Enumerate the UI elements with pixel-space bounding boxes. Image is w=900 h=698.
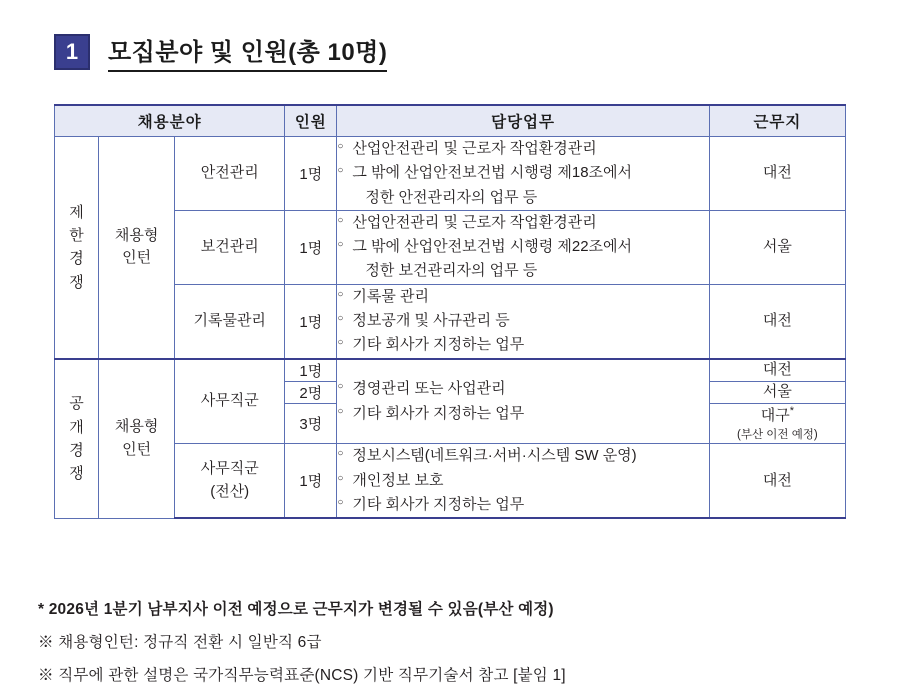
col-header-duty: 담당업무 [337, 105, 709, 137]
footnote-3: ※ 직무에 관한 설명은 국가직무능력표준(NCS) 기반 직무기술서 참고 [붙임 1] [38, 667, 566, 685]
field-office-it: 사무직군 (전산) [175, 444, 285, 518]
duty-health: ○ 산업안전관리 및 근로자 작업환경관리 ○ 그 밖에 산업안전보건법 시행령 제22조에서 정한 보건관리자의 업무 등 [337, 210, 709, 284]
group-label-open: 공 개 경 쟁 [55, 359, 99, 519]
section-heading [54, 32, 387, 72]
recruitment-table-wrap [54, 104, 846, 519]
duty-safety: ○ 산업안전관리 및 근로자 작업환경관리 ○ 그 밖에 산업안전보건법 시행령 제18조에서 정한 안전관리자의 업무 등 [337, 137, 709, 211]
location-office-3: 대구* (부산 이전 예정) [709, 403, 845, 444]
footnote-1: * 2026년 1분기 남부지사 이전 예정으로 근무지가 변경될 수 있음(부산 예정) [38, 601, 554, 618]
count-office-2: 2명 [285, 381, 337, 403]
footnotes [38, 598, 868, 697]
group-label-limited: 제 한 경 쟁 [55, 137, 99, 359]
col-header-field: 채용분야 [55, 105, 285, 137]
location-office-1: 대전 [709, 359, 845, 382]
table-row [55, 359, 846, 382]
count-office-it: 1명 [285, 444, 337, 518]
footnote-2: ※ 채용형인턴: 정규직 전환 시 일반직 6급 [38, 634, 322, 652]
table-row [55, 137, 846, 211]
location-office-2: 서울 [709, 381, 845, 403]
field-safety: 안전관리 [175, 137, 285, 211]
count-office-3: 3명 [285, 403, 337, 444]
employment-type-limited: 채용형 인턴 [99, 137, 175, 359]
count-safety: 1명 [285, 137, 337, 211]
count-office-1: 1명 [285, 359, 337, 382]
col-header-count: 인원 [285, 105, 337, 137]
duty-records: ○ 기록물 관리 ○ 정보공개 및 사규관리 등 ○ 기타 회사가 지정하는 업무 [337, 284, 709, 358]
table-header-row [55, 105, 846, 137]
field-health: 보건관리 [175, 210, 285, 284]
field-office: 사무직군 [175, 359, 285, 444]
location-records: 대전 [709, 284, 845, 358]
recruitment-table [54, 104, 846, 519]
field-records: 기록물관리 [175, 284, 285, 358]
count-health: 1명 [285, 210, 337, 284]
section-number-badge: 1 [54, 34, 90, 70]
location-safety: 대전 [709, 137, 845, 211]
duty-office-it: ○ 정보시스템(네트워크·서버·시스템 SW 운영) ○ 개인정보 보호 ○ 기타 회사가 지정하는 업무 [337, 444, 709, 518]
location-office-it: 대전 [709, 444, 845, 518]
duty-office: ○ 경영관리 또는 사업관리 ○ 기타 회사가 지정하는 업무 [337, 359, 709, 444]
col-header-location: 근무지 [709, 105, 845, 137]
employment-type-open: 채용형 인턴 [99, 359, 175, 519]
page-title: 모집분야 및 인원(총 10명) [108, 32, 387, 72]
count-records: 1명 [285, 284, 337, 358]
location-health: 서울 [709, 210, 845, 284]
